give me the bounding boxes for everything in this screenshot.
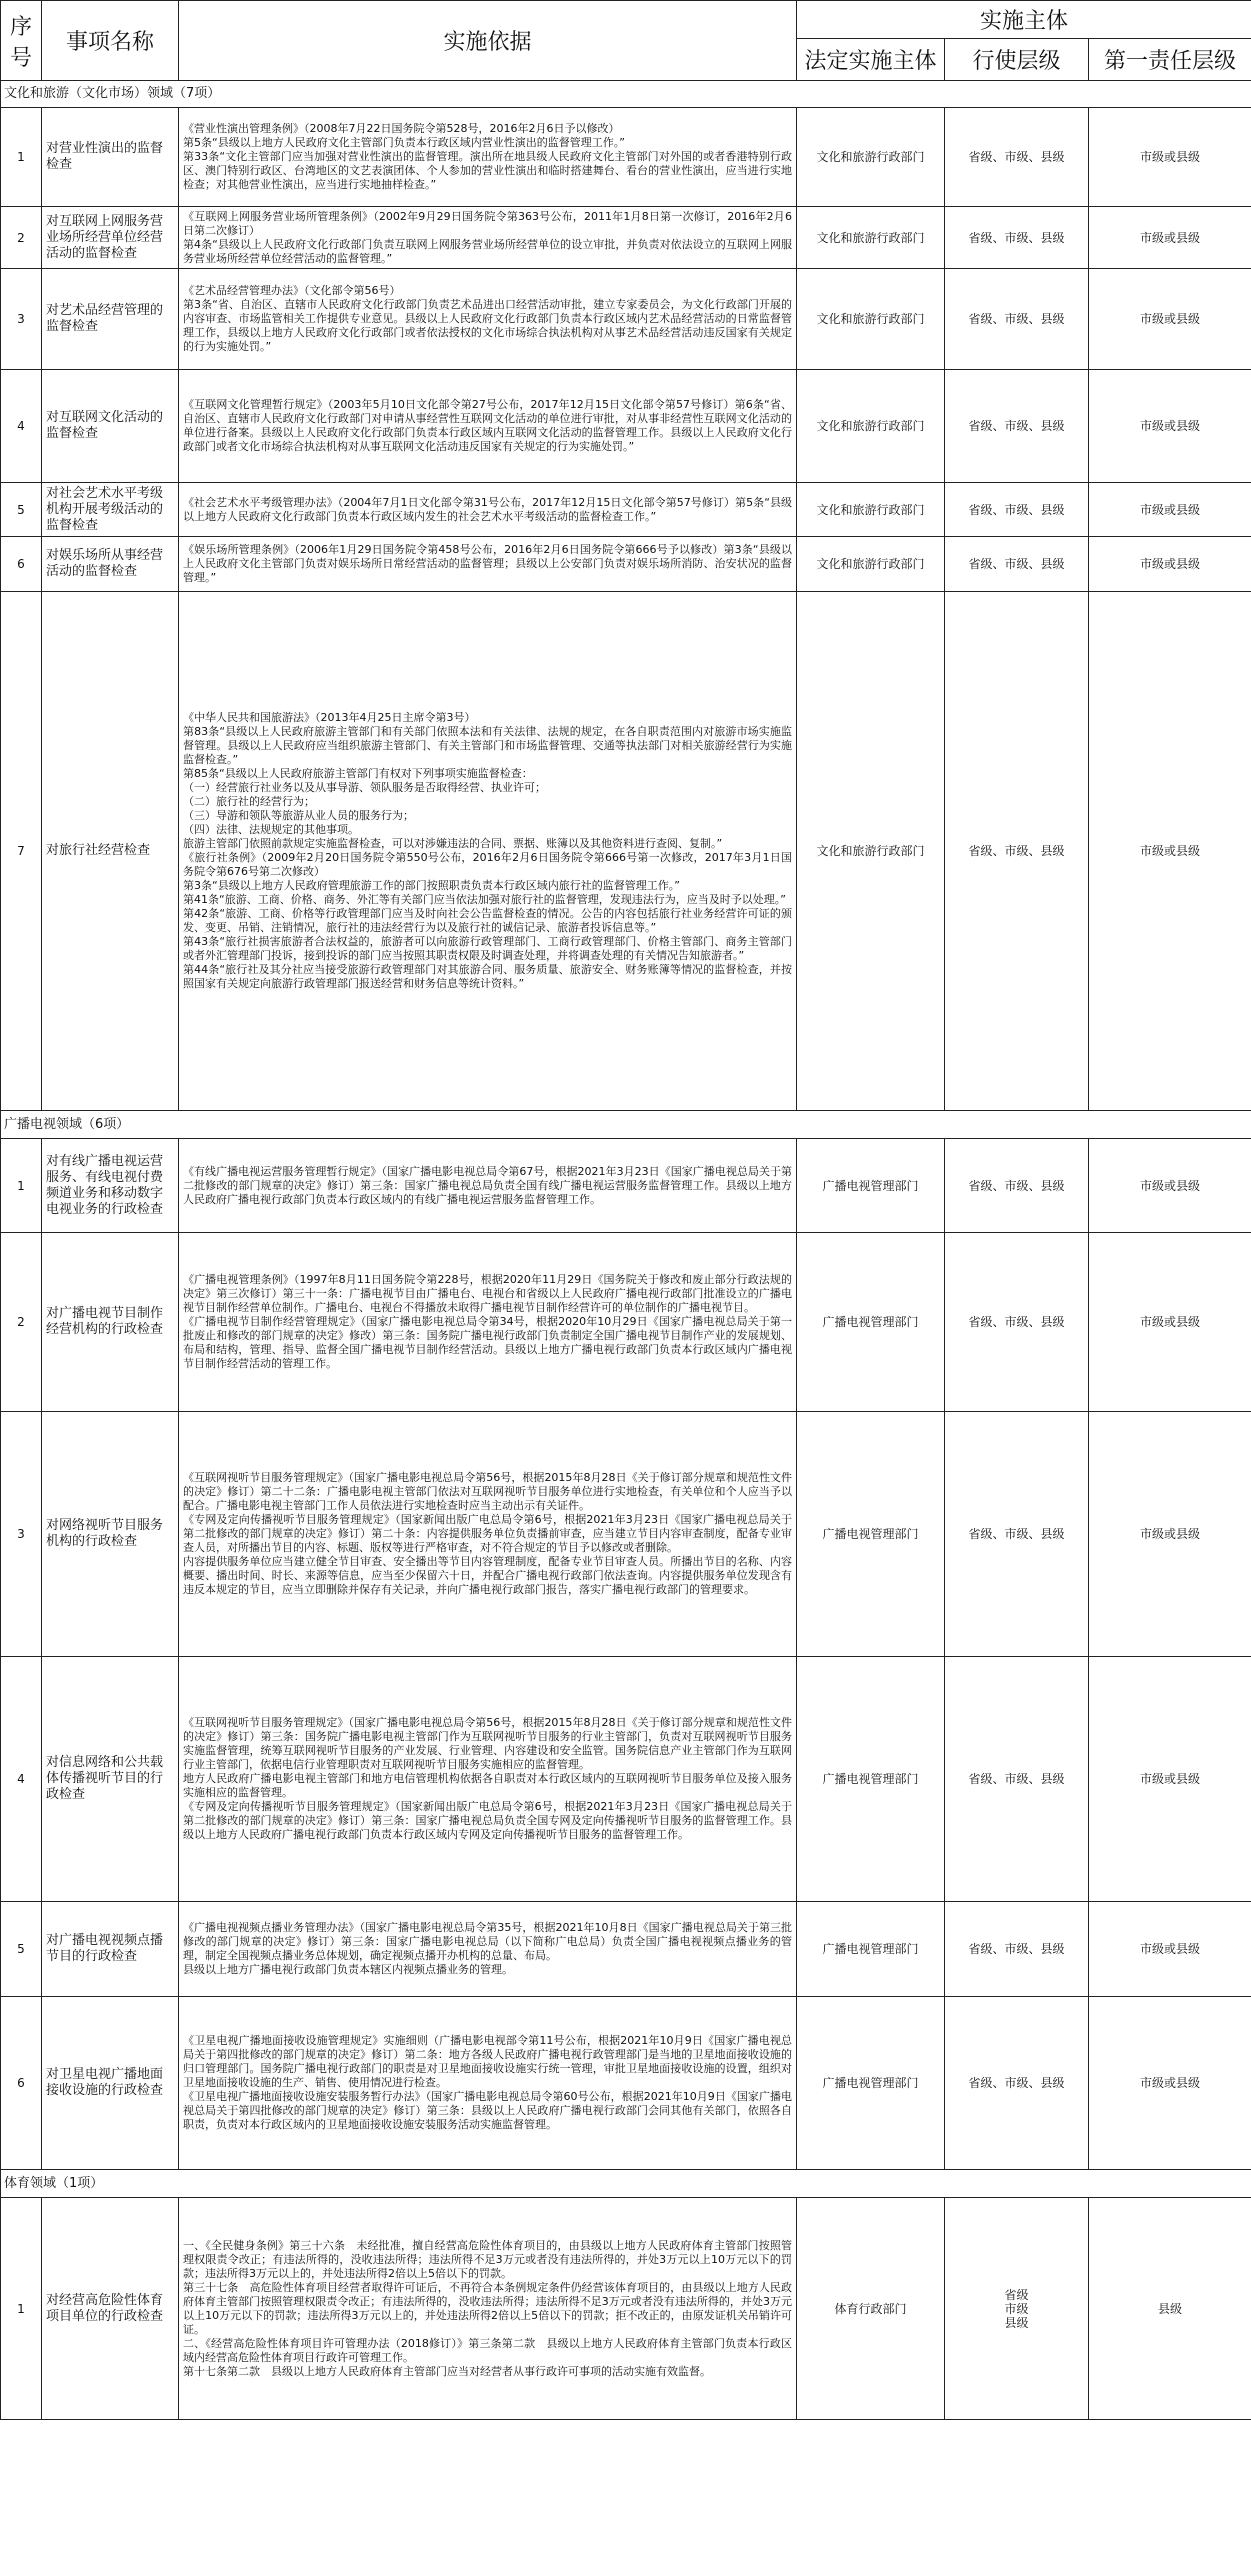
item-basis: 《娱乐场所管理条例》（2006年1月29日国务院令第458号公布，2016年2月6日国务院令第666号予以修改）第3条“县级以上人民政府文化主管部门负责对娱乐场所日常经营活动的监督管理；县级以上公安部门负责对娱乐场所消防、治安状况的监督管理。” (179, 537, 797, 592)
header-name: 事项名称 (42, 1, 179, 81)
item-name: 对网络视听节目服务机构的行政检查 (42, 1412, 179, 1657)
legal-subject: 广播电视管理部门 (797, 1233, 945, 1412)
table-row (1, 207, 1251, 269)
row-no: 5 (1, 483, 42, 537)
legal-subject: 体育行政部门 (797, 2198, 945, 2420)
legal-subject: 文化和旅游行政部门 (797, 108, 945, 207)
legal-subject: 广播电视管理部门 (797, 1997, 945, 2170)
item-name: 对信息网络和公共载体传播视听节目的行政检查 (42, 1657, 179, 1902)
legal-subject: 广播电视管理部门 (797, 1657, 945, 1902)
item-name: 对互联网文化活动的监督检查 (42, 370, 179, 483)
table-row (1, 1657, 1251, 1902)
item-basis: 《互联网文化管理暂行规定》（2003年5月10日文化部令第27号公布，2017年12月15日文化部令第57号修订）第6条“省、自治区、直辖市人民政府文化行政部门对申请从事经营性互联网文化活动的单位进行审批，对从事非经营性互联网文化活动的单位进行备案。县级以上人民政府文化行政部门负责本行政区域内互联网文化活动的监督管理工作。县级以上人民政府文化行政部门或者文化市场综合执法机构对从事互联网文化活动违反国家有关规定的行为实施处罚。” (179, 370, 797, 483)
header-no: 序号 (1, 1, 42, 81)
item-basis: 《互联网视听节目服务管理规定》（国家广播电影电视总局令第56号，根据2015年8月28日《关于修订部分规章和规范性文件的决定》修订）第二十二条：广播电影电视主管部门依法对互联网视听节目服务单位进行实地检查，有关单位和个人应当予以配合。广播电影电视主管部门工作人员依法进行实地检查时应当主动出示有关证件。 《专网及定向传播视听节目服务管理规定》（国家新闻出版广电总局令第6号，根据2021年3月23日《国家广播电视总局关于第二批修改的部门规章的决定》修订）第二十条：内容提供服务单位负责播前审查，应当建立节目内容审查制度，配备专业审查人员，对所播出节目的内容、标题、版权等进行严格审查，对不符合规定的节目予以修改或者删除。 内容提供服务单位应当建立健全节目审查、安全播出等节目内容管理制度，配备专业节目审查人员。所播出节目的名称、内容概要、播出时间、时长、来源等信息，应当至少保留六十日，并配合广播电视行政部门依法查询。内容提供服务单位发现含有违反本规定的节目，应当立即删除并保存有关记录，并向广播电视行政部门报告，落实广播电视行政部门的管理要求。 (179, 1412, 797, 1657)
table-row (1, 537, 1251, 592)
row-no: 5 (1, 1902, 42, 1997)
responsible-level: 市级或县级 (1089, 1997, 1251, 2170)
exercise-level: 省级、市级、县级 (945, 483, 1089, 537)
table-row (1, 1902, 1251, 1997)
item-basis: 《互联网上网服务营业场所管理条例》（2002年9月29日国务院令第363号公布，2011年1月8日第一次修订，2016年2月6日第二次修订） 第4条“县级以上人民政府文化行政部门负责互联网上网服务营业场所经营单位的设立审批，并负责对依法设立的互联网上网服务营业场所经营单位经营活动的监督管理。” (179, 207, 797, 269)
item-basis: 《卫星电视广播地面接收设施管理规定》实施细则（广播电影电视部令第11号公布，根据2021年10月9日《国家广播电视总局关于第四批修改的部门规章的决定》修订）第二条：地方各级人民政府广播电视行政管理部门是当地的卫星地面接收设施的归口管理部门。国务院广播电视行政部门的职责是对卫星地面接收设施实行统一管理，审批卫星地面接收设施的设置，组织对卫星地面接收设施的生产、销售、使用情况进行检查。 《卫星电视广播地面接收设施安装服务暂行办法》（国家广播电影电视总局令第60号公布，根据2021年10月9日《国家广播电视总局关于第四批修改的部门规章的决定》修订）第三条：县级以上人民政府广播电视行政部门会同其他有关部门，依照各自职责，负责对本行政区域内的卫星地面接收设施安装服务活动实施监督管理。 (179, 1997, 797, 2170)
item-name: 对旅行社经营检查 (42, 592, 179, 1111)
header-responsible-level: 第一责任层级 (1089, 39, 1251, 81)
item-name: 对互联网上网服务营业场所经营单位经营活动的监督检查 (42, 207, 179, 269)
item-basis: 《营业性演出管理条例》（2008年7月22日国务院令第528号，2016年2月6日予以修改） 第5条“县级以上地方人民政府文化主管部门负责本行政区域内营业性演出的监督管理工作。” 第33条“文化主管部门应当加强对营业性演出的监督管理。演出所在地县级人民政府文化主管部门对外国的或者香港特别行政区、澳门特别行政区、台湾地区的文艺表演团体、个人参加的营业性演出和临时搭建舞台、看台的营业性演出，应当进行实地检查；对其他营业性演出，应当进行实地抽样检查。” (179, 108, 797, 207)
row-no: 1 (1, 108, 42, 207)
item-basis: 《互联网视听节目服务管理规定》（国家广播电影电视总局令第56号，根据2015年8月28日《关于修订部分规章和规范性文件的决定》修订）第三条：国务院广播电影电视主管部门作为互联网视听节目服务的行业主管部门，负责对互联网视听节目服务实施监督管理，统筹互联网视听节目服务的产业发展、行业管理、内容建设和安全监管。国务院信息产业主管部门作为互联网行业主管部门，依据电信行业管理职责对互联网视听节目服务实施相应的监督管理。 地方人民政府广播电影电视主管部门和地方电信管理机构依据各自职责对本行政区域内的互联网视听节目服务单位及接入服务实施相应的监督管理。 《专网及定向传播视听节目服务管理规定》（国家新闻出版广电总局令第6号，根据2021年3月23日《国家广播电视总局关于第二批修改的部门规章的决定》修订）第三条：国家广播电视总局负责全国专网及定向传播视听节目服务的监督管理工作。县级以上地方人民政府广播电视行政部门负责本行政区域内专网及定向传播视听节目服务的监督管理工作。 (179, 1657, 797, 1902)
legal-subject: 文化和旅游行政部门 (797, 537, 945, 592)
item-name: 对营业性演出的监督检查 (42, 108, 179, 207)
item-name: 对娱乐场所从事经营活动的监督检查 (42, 537, 179, 592)
table-row (1, 483, 1251, 537)
exercise-level: 省级、市级、县级 (945, 1412, 1089, 1657)
item-name: 对广播电视视频点播节目的行政检查 (42, 1902, 179, 1997)
responsible-level: 市级或县级 (1089, 1233, 1251, 1412)
exercise-level: 省级、市级、县级 (945, 207, 1089, 269)
header-basis: 实施依据 (179, 1, 797, 81)
legal-subject: 文化和旅游行政部门 (797, 207, 945, 269)
item-basis: 《社会艺术水平考级管理办法》（2004年7月1日文化部令第31号公布，2017年12月15日文化部令第57号修订）第5条“县级以上地方人民政府文化行政部门负责本行政区域内发生的社会艺术水平考级活动的监督检查工作。” (179, 483, 797, 537)
section-title: 文化和旅游（文化市场）领域（7项） (1, 81, 1251, 108)
table-row (1, 108, 1251, 207)
row-no: 6 (1, 537, 42, 592)
exercise-level: 省级、市级、县级 (945, 1902, 1089, 1997)
responsible-level: 市级或县级 (1089, 108, 1251, 207)
table-row (1, 1233, 1251, 1412)
legal-subject: 文化和旅游行政部门 (797, 592, 945, 1111)
header-level: 行使层级 (945, 39, 1089, 81)
row-no: 3 (1, 269, 42, 370)
section-title: 广播电视领域（6项） (1, 1111, 1251, 1139)
item-name: 对卫星电视广播地面接收设施的行政检查 (42, 1997, 179, 2170)
responsible-level: 市级或县级 (1089, 1902, 1251, 1997)
responsible-level: 市级或县级 (1089, 1412, 1251, 1657)
table-row (1, 269, 1251, 370)
item-basis: 《中华人民共和国旅游法》（2013年4月25日主席令第3号） 第83条“县级以上人民政府旅游主管部门和有关部门依照本法和有关法律、法规的规定，在各自职责范围内对旅游市场实施监督管理。县级以上人民政府应当组织旅游主管部门、有关主管部门和市场监督管理、交通等执法部门对相关旅游经营行为实施监督检查。” 第85条“县级以上人民政府旅游主管部门有权对下列事项实施监督检查： （一）经营旅行社业务以及从事导游、领队服务是否取得经营、执业许可； （二）旅行社的经营行为； （三）导游和领队等旅游从业人员的服务行为； （四）法律、法规规定的其他事项。 旅游主管部门依照前款规定实施监督检查，可以对涉嫌违法的合同、票据、账簿以及其他资料进行查阅、复制。” 《旅行社条例》（2009年2月20日国务院令第550号公布，2016年2月6日国务院令第666号第一次修改，2017年3月1日国务院令第676号第二次修改） 第3条“县级以上地方人民政府管理旅游工作的部门按照职责负责本行政区域内旅行社的监督管理工作。” 第41条“旅游、工商、价格、商务、外汇等有关部门应当依法加强对旅行社的监督管理，发现违法行为，应当及时予以处理。” 第42条“旅游、工商、价格等行政管理部门应当及时向社会公告监督检查的情况。公告的内容包括旅行社业务经营许可证的颁发、变更、吊销、注销情况，旅行社的违法经营行为以及旅行社的诚信记录、旅游者投诉信息等。” 第43条“旅行社损害旅游者合法权益的，旅游者可以向旅游行政管理部门、工商行政管理部门、价格主管部门、商务主管部门或者外汇管理部门投诉，接到投诉的部门应当按照其职责权限及时调查处理，并将调查处理的有关情况告知旅游者。” 第44条“旅行社及其分社应当接受旅游行政管理部门对其旅游合同、服务质量、旅游安全、财务账簿等情况的监督检查，并按照国家有关规定向旅游行政管理部门报送经营和财务信息等统计资料。” (179, 592, 797, 1111)
row-no: 2 (1, 207, 42, 269)
responsible-level: 市级或县级 (1089, 207, 1251, 269)
responsible-level: 市级或县级 (1089, 1139, 1251, 1233)
item-name: 对经营高危险性体育项目单位的行政检查 (42, 2198, 179, 2420)
section-title: 体育领域（1项） (1, 2170, 1251, 2198)
item-basis: 《有线广播电视运营服务管理暂行规定》（国家广播电影电视总局令第67号，根据2021年3月23日《国家广播电视总局关于第二批修改的部门规章的决定》修订）第三条：国家广播电视总局负责全国有线广播电视运营服务监督管理工作。县级以上地方人民政府广播电视行政部门负责本行政区域内的有线广播电视运营服务监督管理工作。 (179, 1139, 797, 1233)
responsible-level: 市级或县级 (1089, 370, 1251, 483)
legal-subject: 广播电视管理部门 (797, 1139, 945, 1233)
exercise-level: 省级、市级、县级 (945, 370, 1089, 483)
legal-subject: 文化和旅游行政部门 (797, 370, 945, 483)
item-basis: 《广播电视管理条例》（1997年8月11日国务院令第228号，根据2020年11月29日《国务院关于修改和废止部分行政法规的决定》第三次修订）第三十一条：广播电视节目由广播电台、电视台和省级以上人民政府广播电视行政部门批准设立的广播电视节目制作经营单位制作。广播电台、电视台不得播放未取得广播电视节目制作经营许可的单位制作的广播电视节目。 《广播电视节目制作经营管理规定》（国家广播电影电视总局令第34号，根据2020年10月29日《国家广播电视总局关于第一批废止和修改的部门规章的决定》修改）第三条：国务院广播电视行政部门负责制定全国广播电视节目制作产业的发展规划、布局和结构，管理、指导、监督全国广播电视节目制作经营活动。县级以上地方广播电视行政部门负责本行政区域内广播电视节目制作经营活动的管理工作。 (179, 1233, 797, 1412)
row-no: 1 (1, 1139, 42, 1233)
table-row (1, 1412, 1251, 1657)
legal-subject: 文化和旅游行政部门 (797, 483, 945, 537)
table-row (1, 370, 1251, 483)
row-no: 1 (1, 2198, 42, 2420)
table-row (1, 2198, 1251, 2420)
item-basis: 《艺术品经营管理办法》（文化部令第56号） 第3条“省、自治区、直辖市人民政府文化行政部门负责艺术品进出口经营活动审批，建立专家委员会，为文化行政部门开展的内容审查、市场监管相关工作提供专业意见。县级以上人民政府文化行政部门负责本行政区域内艺术品经营活动的日常监督管理工作，县级以上地方人民政府文化行政部门或者依法授权的文化市场综合执法机构对从事艺术品经营活动违反国家有关规定的行为实施处罚。” (179, 269, 797, 370)
item-name: 对有线广播电视运营服务、有线电视付费频道业务和移动数字电视业务的行政检查 (42, 1139, 179, 1233)
responsible-level: 县级 (1089, 2198, 1251, 2420)
exercise-level: 省级、市级、县级 (945, 1139, 1089, 1233)
row-no: 4 (1, 1657, 42, 1902)
exercise-level: 省级、市级、县级 (945, 1657, 1089, 1902)
table-row (1, 1139, 1251, 1233)
exercise-level: 省级、市级、县级 (945, 108, 1089, 207)
responsible-level: 市级或县级 (1089, 269, 1251, 370)
responsible-level: 市级或县级 (1089, 537, 1251, 592)
legal-subject: 文化和旅游行政部门 (797, 269, 945, 370)
header-legal-subject: 法定实施主体 (797, 39, 945, 81)
table-row (1, 1997, 1251, 2170)
responsible-level: 市级或县级 (1089, 592, 1251, 1111)
item-basis: 一、《全民健身条例》第三十六条 未经批准，擅自经营高危险性体育项目的，由县级以上地方人民政府体育主管部门按照管理权限责令改正；有违法所得的，没收违法所得；违法所得不足3万元或者没有违法所得的，并处3万元以上10万元以下的罚款；违法所得3万元以上的，并处违法所得2倍以上5倍以下的罚款。 第三十七条 高危险性体育项目经营者取得许可证后，不再符合本条例规定条件仍经营该体育项目的，由县级以上地方人民政府体育主管部门按照管理权限责令改正；有违法所得的，没收违法所得；违法所得不足3万元或者没有违法所得的，并处3万元以上10万元以下的罚款；违法所得3万元以上的，并处违法所得2倍以上5倍以下的罚款；拒不改正的，由原发证机关吊销许可证。 二、《经营高危险性体育项目许可管理办法（2018修订）》第三条第二款 县级以上地方人民政府体育主管部门负责本行政区域内经营高危险性体育项目行政许可管理工作。 第十七条第二款 县级以上地方人民政府体育主管部门应当对经营者从事行政许可事项的活动实施有效监督。 (179, 2198, 797, 2420)
exercise-level: 省级、市级、县级 (945, 269, 1089, 370)
row-no: 7 (1, 592, 42, 1111)
responsible-level: 市级或县级 (1089, 1657, 1251, 1902)
item-basis: 《广播电视视频点播业务管理办法》（国家广播电影电视总局令第35号，根据2021年10月8日《国家广播电视总局关于第三批修改的部门规章的决定》修订）第三条：国家广播电影电视总局（以下简称广电总局）负责全国广播电视视频点播业务的管理，制定全国视频点播业务总体规划，确定视频点播开办机构的总量、布局。 县级以上地方广播电视行政部门负责本辖区内视频点播业务的管理。 (179, 1902, 797, 1997)
row-no: 2 (1, 1233, 42, 1412)
exercise-level: 省级、市级、县级 (945, 592, 1089, 1111)
row-no: 4 (1, 370, 42, 483)
item-name: 对艺术品经营管理的监督检查 (42, 269, 179, 370)
exercise-level: 省级、市级、县级 (945, 1233, 1089, 1412)
row-no: 3 (1, 1412, 42, 1657)
header-subject: 实施主体 (797, 1, 1251, 39)
item-name: 对社会艺术水平考级机构开展考级活动的监督检查 (42, 483, 179, 537)
legal-subject: 广播电视管理部门 (797, 1412, 945, 1657)
row-no: 6 (1, 1997, 42, 2170)
responsible-level: 市级或县级 (1089, 483, 1251, 537)
exercise-level: 省级、市级、县级 (945, 1997, 1089, 2170)
exercise-level: 省级 市级 县级 (945, 2198, 1089, 2420)
legal-subject: 广播电视管理部门 (797, 1902, 945, 1997)
table-row (1, 592, 1251, 1111)
item-name: 对广播电视节目制作经营机构的行政检查 (42, 1233, 179, 1412)
exercise-level: 省级、市级、县级 (945, 537, 1089, 592)
